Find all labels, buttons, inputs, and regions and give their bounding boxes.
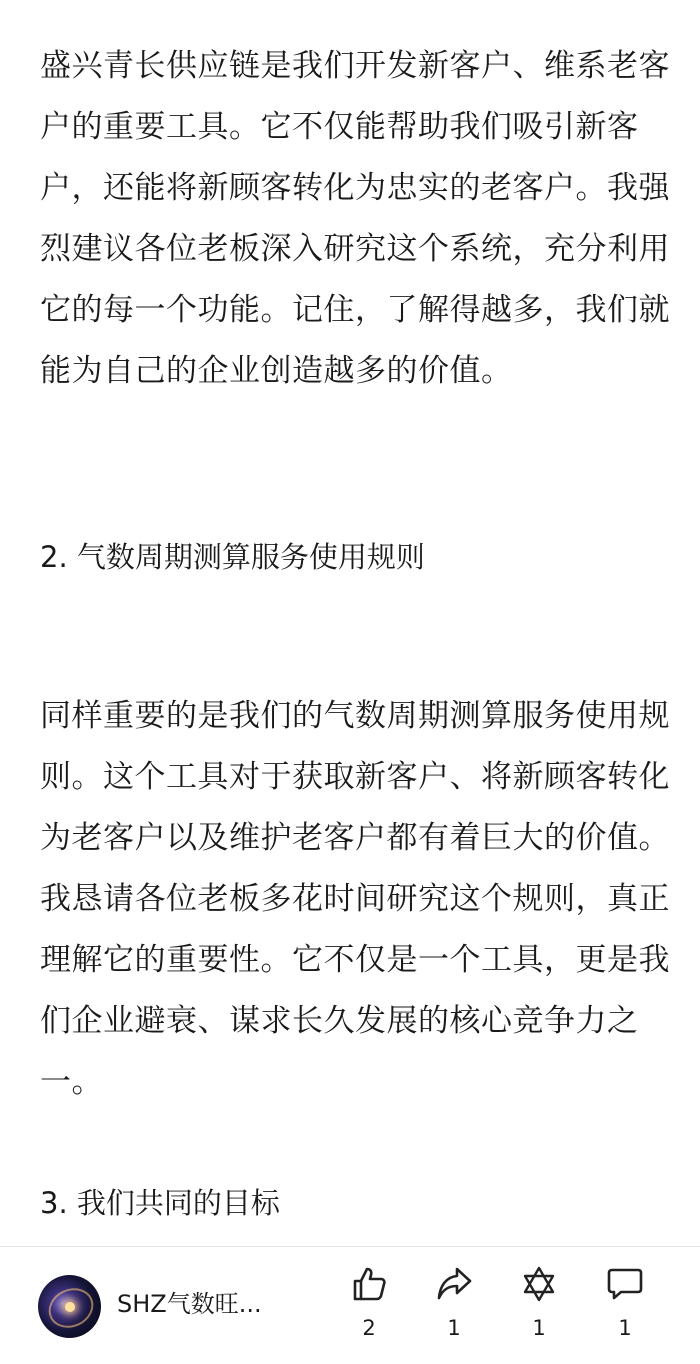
- article-paragraph: 同样重要的是我们的气数周期测算服务使用规则。这个工具对于获取新客户、将新顾客转化为老客户以及维护老客户都有着巨大的价值。我恳请各位老板多花时间研究这个规则，真正理解它的重要性。它不仅是一个工具，更是我们企业避衰、谋求长久发展的核心竞争力之一。: [40, 698, 670, 1100]
- bottom-action-bar: [0, 1246, 700, 1364]
- favorite-count: 1: [532, 1316, 546, 1340]
- section-heading: 2. 气数周期测算服务使用规则: [40, 540, 425, 574]
- star-of-david-icon: [520, 1265, 558, 1303]
- comment-count: 1: [618, 1316, 632, 1340]
- author-name[interactable]: SHZ气数旺...: [117, 1290, 262, 1318]
- share-count: 1: [447, 1316, 461, 1340]
- section-heading: 3. 我们共同的目标: [40, 1186, 280, 1220]
- share-button[interactable]: [424, 1265, 484, 1341]
- like-button[interactable]: [339, 1265, 399, 1341]
- article-paragraph: 盛兴青长供应链是我们开发新客户、维系老客户的重要工具。它不仅能帮助我们吸引新客户，还能将新顾客转化为忠实的老客户。我强烈建议各位老板深入研究这个系统，充分利用它的每一个功能。记住，了解得越多，我们就能为自己的企业创造越多的价值。: [40, 48, 670, 389]
- author-avatar[interactable]: [38, 1275, 101, 1338]
- thumbs-up-icon: [350, 1265, 388, 1303]
- like-count: 2: [362, 1316, 376, 1340]
- favorite-button[interactable]: [509, 1265, 569, 1341]
- galaxy-core: [65, 1302, 75, 1312]
- share-arrow-icon: [435, 1265, 473, 1303]
- comment-button[interactable]: [595, 1265, 655, 1341]
- comment-bubble-icon: [606, 1265, 644, 1303]
